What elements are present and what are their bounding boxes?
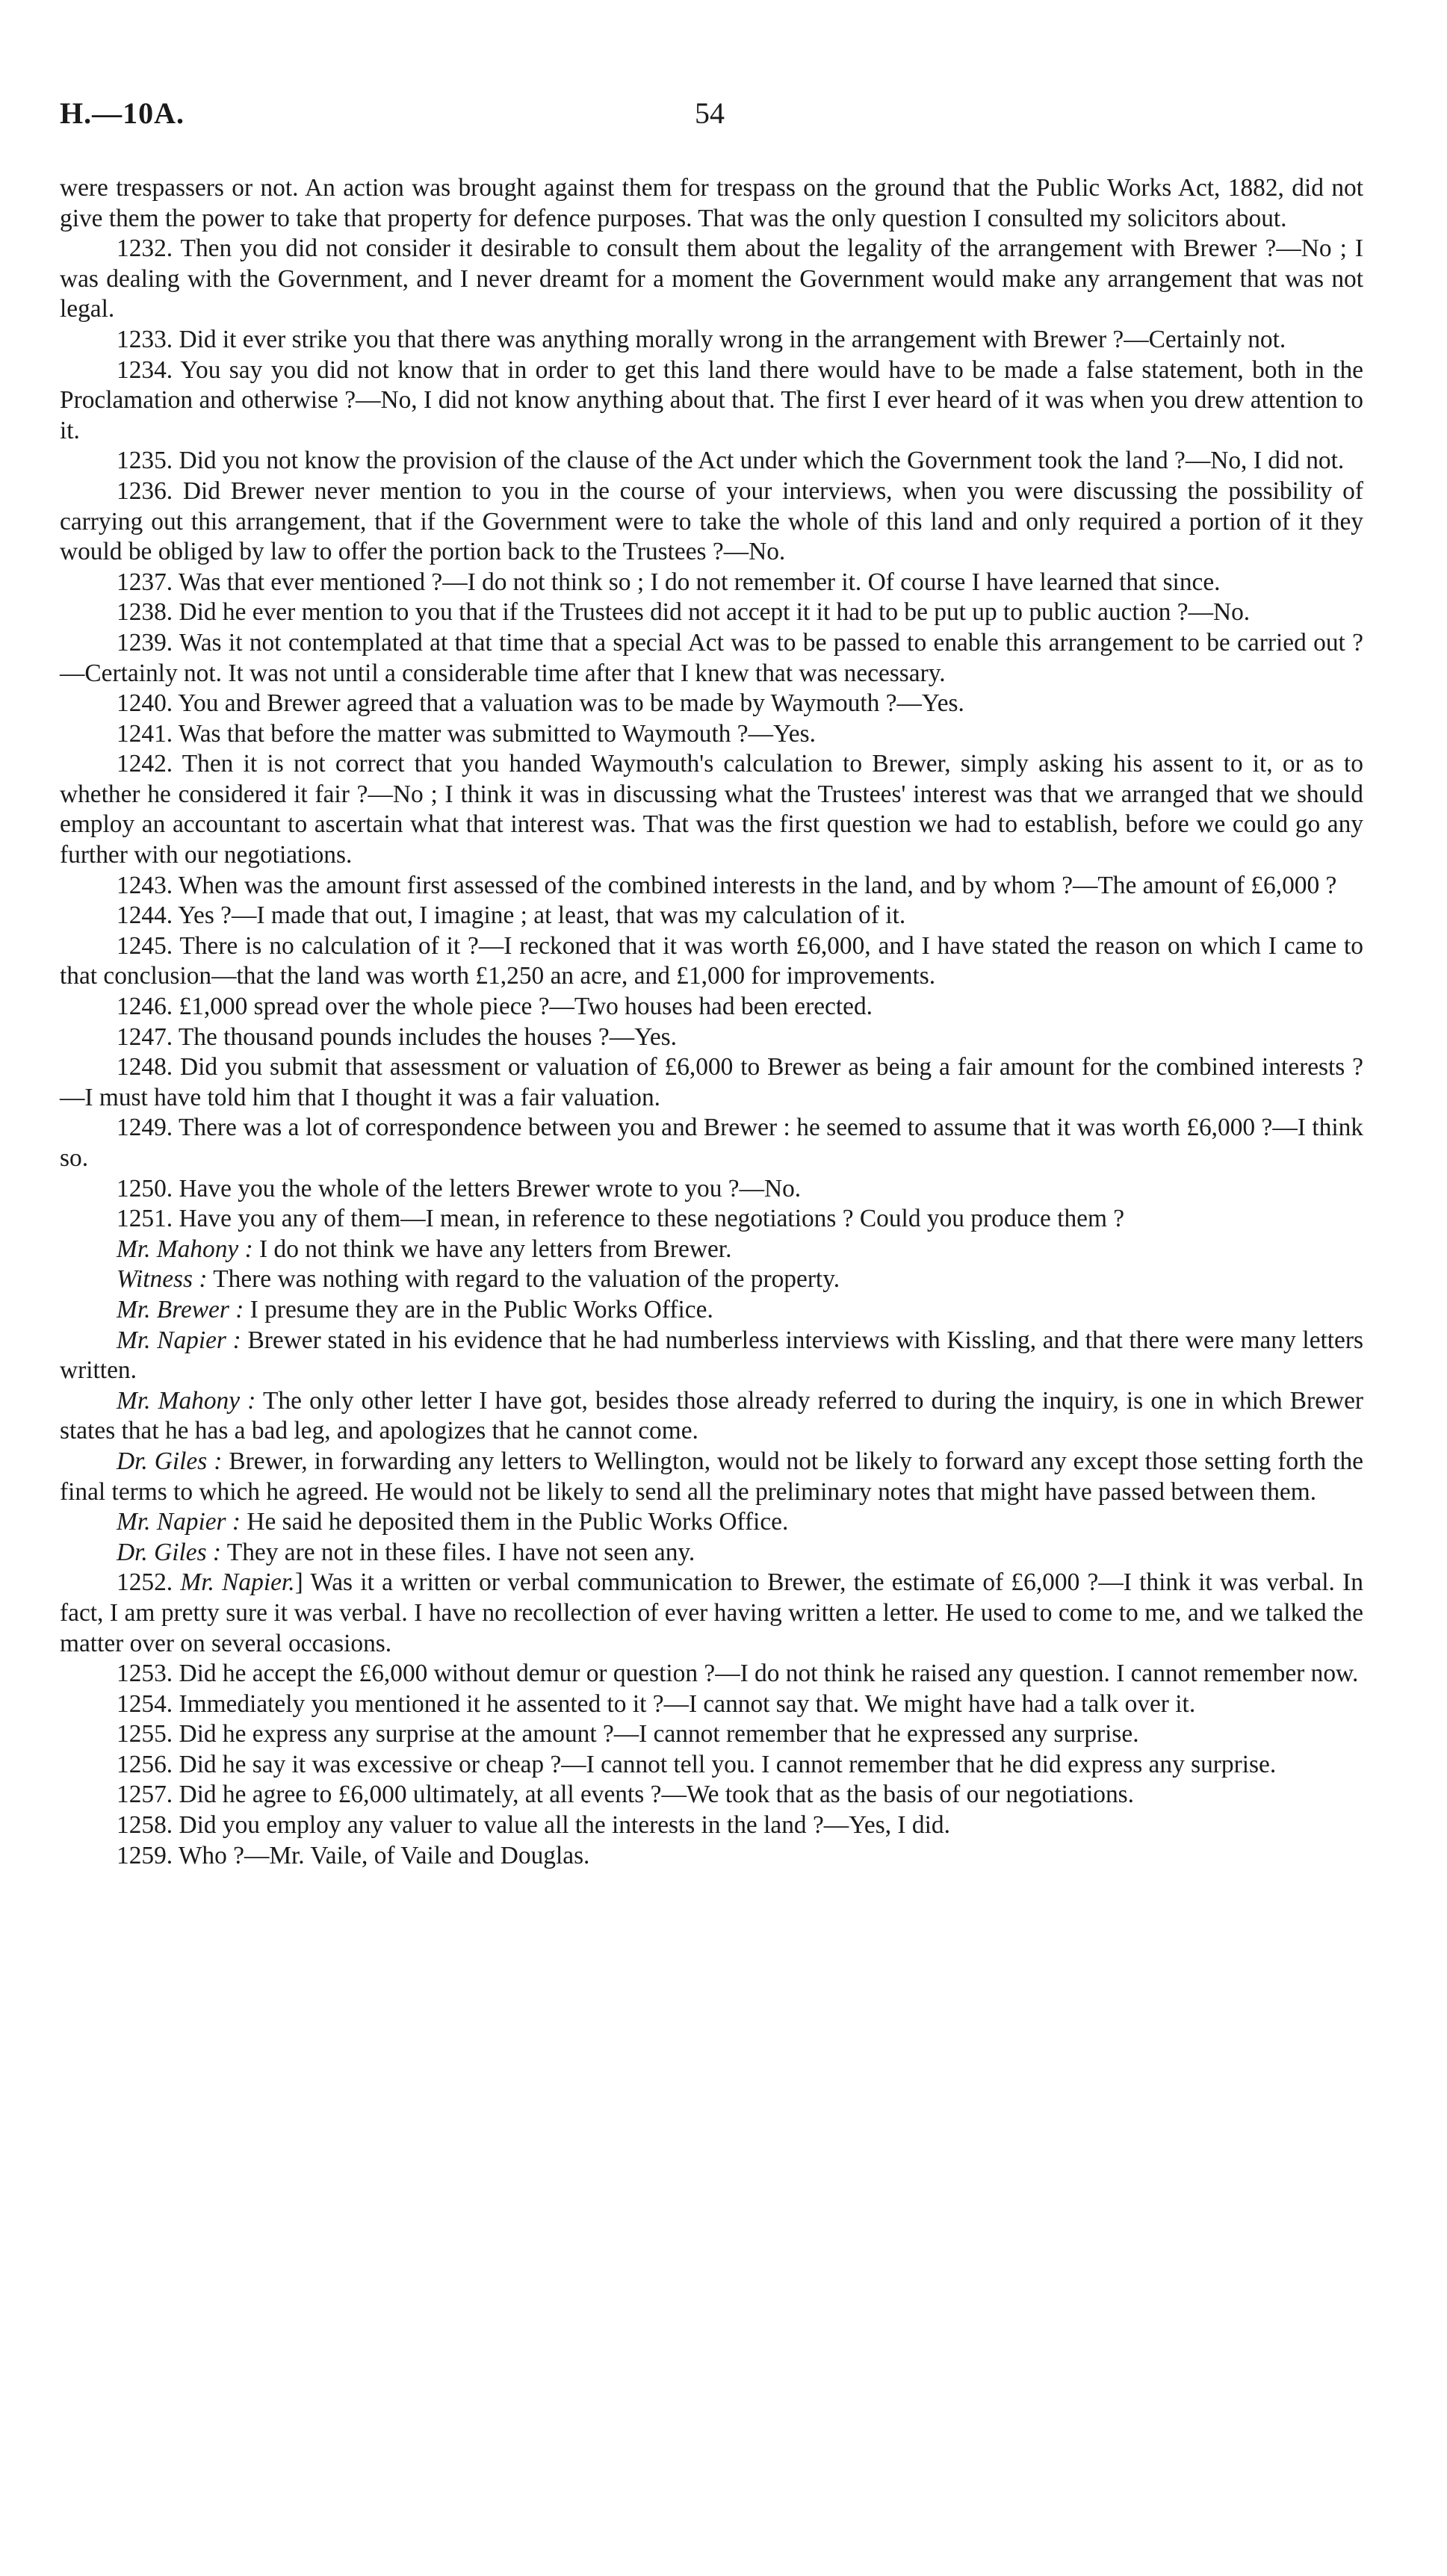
speaker-paragraph [60, 1295, 1363, 1326]
question-paragraph [60, 1689, 1363, 1720]
speaker-paragraph [60, 1568, 1363, 1659]
question-paragraph [60, 1659, 1363, 1689]
speaker-name: Mr. Napier : [117, 1326, 241, 1354]
paragraph-text: 1246. £1,000 spread over the whole piece ?—Two houses had been erected. [117, 993, 873, 1021]
page-header [60, 96, 1375, 140]
question-paragraph [60, 1174, 1363, 1205]
paragraph-text: 1245. There is no calculation of it ?—I reckoned that it was worth £6,000, and I have stated the reason on which I came to that conclusion—that the land was worth £1,250 an acre, and £1,000 for improvements. [60, 931, 1363, 990]
paragraph-text: Brewer, in forwarding any letters to Wellington, would not be likely to forward any except those setting forth the final terms to which he agreed. He would not be likely to send all the preliminary notes that might have passed between them. [60, 1447, 1363, 1506]
paragraph-text: 1243. When was the amount first assessed of the combined interests in the land, and by whom ?—The amount of £6,000 ? [117, 871, 1337, 899]
question-paragraph [60, 1810, 1363, 1841]
paragraph-text: 1244. Yes ?—I made that out, I imagine ; at least, that was my calculation of it. [117, 901, 906, 930]
document-reference: H.—10A. [60, 96, 185, 130]
question-paragraph [60, 568, 1363, 598]
speaker-paragraph [60, 1235, 1363, 1265]
paragraph-text: 1255. Did he express any surprise at the amount ?—I cannot remember that he expressed any surprise. [117, 1720, 1139, 1748]
speaker-name: Dr. Giles : [117, 1538, 222, 1566]
question-paragraph [60, 1113, 1363, 1173]
question-paragraph [60, 1719, 1363, 1750]
speaker-paragraph [60, 1538, 1363, 1568]
paragraph-text: 1234. You say you did not know that in order to get this land there would have to be made a false statement, both in the Proclamation and otherwise ?—No, I did not know anything about that. The first I ever heard of it was when you drew attention to it. [60, 356, 1363, 444]
speaker-paragraph [60, 1326, 1363, 1386]
question-paragraph [60, 1204, 1363, 1235]
paragraph-text: 1254. Immediately you mentioned it he assented to it ?—I cannot say that. We might have had a talk over it. [117, 1689, 1196, 1718]
paragraph-text: Brewer stated in his evidence that he had numberless interviews with Kissling, and that there were many letters written. [60, 1326, 1363, 1385]
paragraph-text: were trespassers or not. An action was brought against them for trespass on the ground that the Public Works Act, 1882, did not give them the power to take that property for defence purposes. That was the only question I consulted my solicitors about. [60, 174, 1363, 232]
paragraph-text: 1258. Did you employ any valuer to value all the interests in the land ?—Yes, I did. [117, 1811, 950, 1840]
question-paragraph [60, 598, 1363, 628]
speaker-name: Mr. Napier. [180, 1568, 295, 1597]
speaker-paragraph [60, 1507, 1363, 1538]
paragraph-text: He said he deposited them in the Public Works Office. [241, 1508, 789, 1536]
question-paragraph [60, 931, 1363, 992]
paragraph-text: 1248. Did you submit that assessment or valuation of £6,000 to Brewer as being a fair amount for the combined interests ?—I must have told him that I thought it was a fair valuation. [60, 1053, 1363, 1111]
speaker-name: Mr. Brewer : [117, 1295, 244, 1323]
paragraph-text: 1236. Did Brewer never mention to you in the course of your interviews, when you were discussing the possibility of carrying out this arrangement, that if the Government were to take the whole of this land and only required a portion of it they would be obliged by law to offer the portion back to the Trustees ?—No. [60, 477, 1363, 566]
paragraph-text: I do not think we have any letters from Brewer. [252, 1235, 732, 1263]
speaker-name: Mr. Mahony : [117, 1386, 256, 1415]
paragraph-text: 1232. Then you did not consider it desirable to consult them about the legality of the arrangement with Brewer ?—No ; I was dealing with the Government, and I never dreamt for a moment the Government would make any arrangement that was not legal. [60, 235, 1363, 323]
question-number: 1252. [117, 1568, 181, 1597]
paragraph-text: 1239. Was it not contemplated at that time that a special Act was to be passed to enable this arrangement to be carried out ?—Certainly not. It was not until a considerable time after that I knew that was necessary. [60, 628, 1363, 687]
speaker-name: Dr. Giles : [117, 1447, 223, 1475]
paragraph-text: 1250. Have you the whole of the letters Brewer wrote to you ?—No. [117, 1174, 802, 1202]
speaker-name: Witness : [117, 1265, 208, 1294]
speaker-name: Mr. Mahony : [117, 1235, 253, 1263]
paragraph-text: 1253. Did he accept the £6,000 without demur or question ?—I do not think he raised any question. I cannot remember now. [117, 1660, 1359, 1688]
question-paragraph [60, 446, 1363, 477]
page-number: 54 [695, 96, 725, 130]
paragraph-text: 1241. Was that before the matter was submitted to Waymouth ?—Yes. [117, 719, 816, 748]
paragraph-text: 1235. Did you not know the provision of the clause of the Act under which the Government took the land ?—No, I did not. [117, 447, 1345, 475]
paragraph-text: 1259. Who ?—Mr. Vaile, of Vaile and Douglas. [117, 1841, 590, 1869]
question-paragraph [60, 992, 1363, 1022]
paragraph-text: 1247. The thousand pounds includes the houses ?—Yes. [117, 1022, 678, 1051]
paragraph-text: 1237. Was that ever mentioned ?—I do not think so ; I do not remember it. Of course I have learned that since. [117, 568, 1221, 596]
question-paragraph [60, 901, 1363, 931]
question-paragraph [60, 1022, 1363, 1053]
paragraph-text: 1257. Did he agree to £6,000 ultimately, at all events ?—We took that as the basis of our negotiations. [117, 1781, 1134, 1809]
question-paragraph [60, 1052, 1363, 1113]
question-paragraph [60, 477, 1363, 568]
speaker-name: Mr. Napier : [117, 1508, 241, 1536]
paragraph-text: 1240. You and Brewer agreed that a valuation was to be made by Waymouth ?—Yes. [117, 689, 964, 718]
paragraph-text: 1233. Did it ever strike you that there was anything morally wrong in the arrangement with Brewer ?—Certainly not. [117, 325, 1286, 353]
speaker-paragraph [60, 1264, 1363, 1295]
paragraph-text: There was nothing with regard to the valuation of the property. [207, 1265, 840, 1294]
paragraph-text: I presume they are in the Public Works Office. [244, 1295, 713, 1323]
question-paragraph [60, 1750, 1363, 1781]
paragraph-text: 1256. Did he say it was excessive or cheap ?—I cannot tell you. I cannot remember that he did express any surprise. [117, 1750, 1277, 1778]
speaker-paragraph [60, 1386, 1363, 1447]
question-paragraph [60, 1841, 1363, 1872]
question-paragraph [60, 749, 1363, 870]
question-paragraph [60, 325, 1363, 356]
question-paragraph [60, 234, 1363, 325]
paragraph-continuation [60, 173, 1363, 234]
question-paragraph [60, 356, 1363, 447]
question-paragraph [60, 719, 1363, 750]
paragraph-text: ] Was it a written or verbal communication to Brewer, the estimate of £6,000 ?—I think it was verbal. In fact, I am pretty sure it was verbal. I have no recollection of ever having written a letter. He used to come to me, and we talked the matter over on several occasions. [60, 1568, 1363, 1657]
paragraph-text: 1242. Then it is not correct that you handed Waymouth's calculation to Brewer, simply asking his assent to it, or as to whether he considered it fair ?—No ; I think it was in discussing what the Trustees' interest was that we arranged that we should employ an accountant to ascertain what that interest was. That was the first question we had to establish, before we could go any further with our negotiations. [60, 750, 1363, 869]
paragraph-text: 1238. Did he ever mention to you that if the Trustees did not accept it it had to be put up to public auction ?—No. [117, 598, 1251, 627]
paragraph-text: They are not in these files. I have not seen any. [221, 1538, 695, 1566]
speaker-paragraph [60, 1447, 1363, 1507]
evidence-text [60, 173, 1363, 1871]
question-paragraph [60, 1780, 1363, 1810]
question-paragraph [60, 628, 1363, 689]
paragraph-text: The only other letter I have got, besides those already referred to during the inquiry, is one in which Brewer states that he has a bad leg, and apologizes that he cannot come. [60, 1386, 1364, 1445]
paragraph-text: 1251. Have you any of them—I mean, in reference to these negotiations ? Could you produce them ? [117, 1205, 1125, 1233]
question-paragraph [60, 689, 1363, 719]
question-paragraph [60, 871, 1363, 901]
paragraph-text: 1249. There was a lot of correspondence between you and Brewer : he seemed to assume that it was worth £6,000 ?—I think so. [60, 1114, 1363, 1172]
